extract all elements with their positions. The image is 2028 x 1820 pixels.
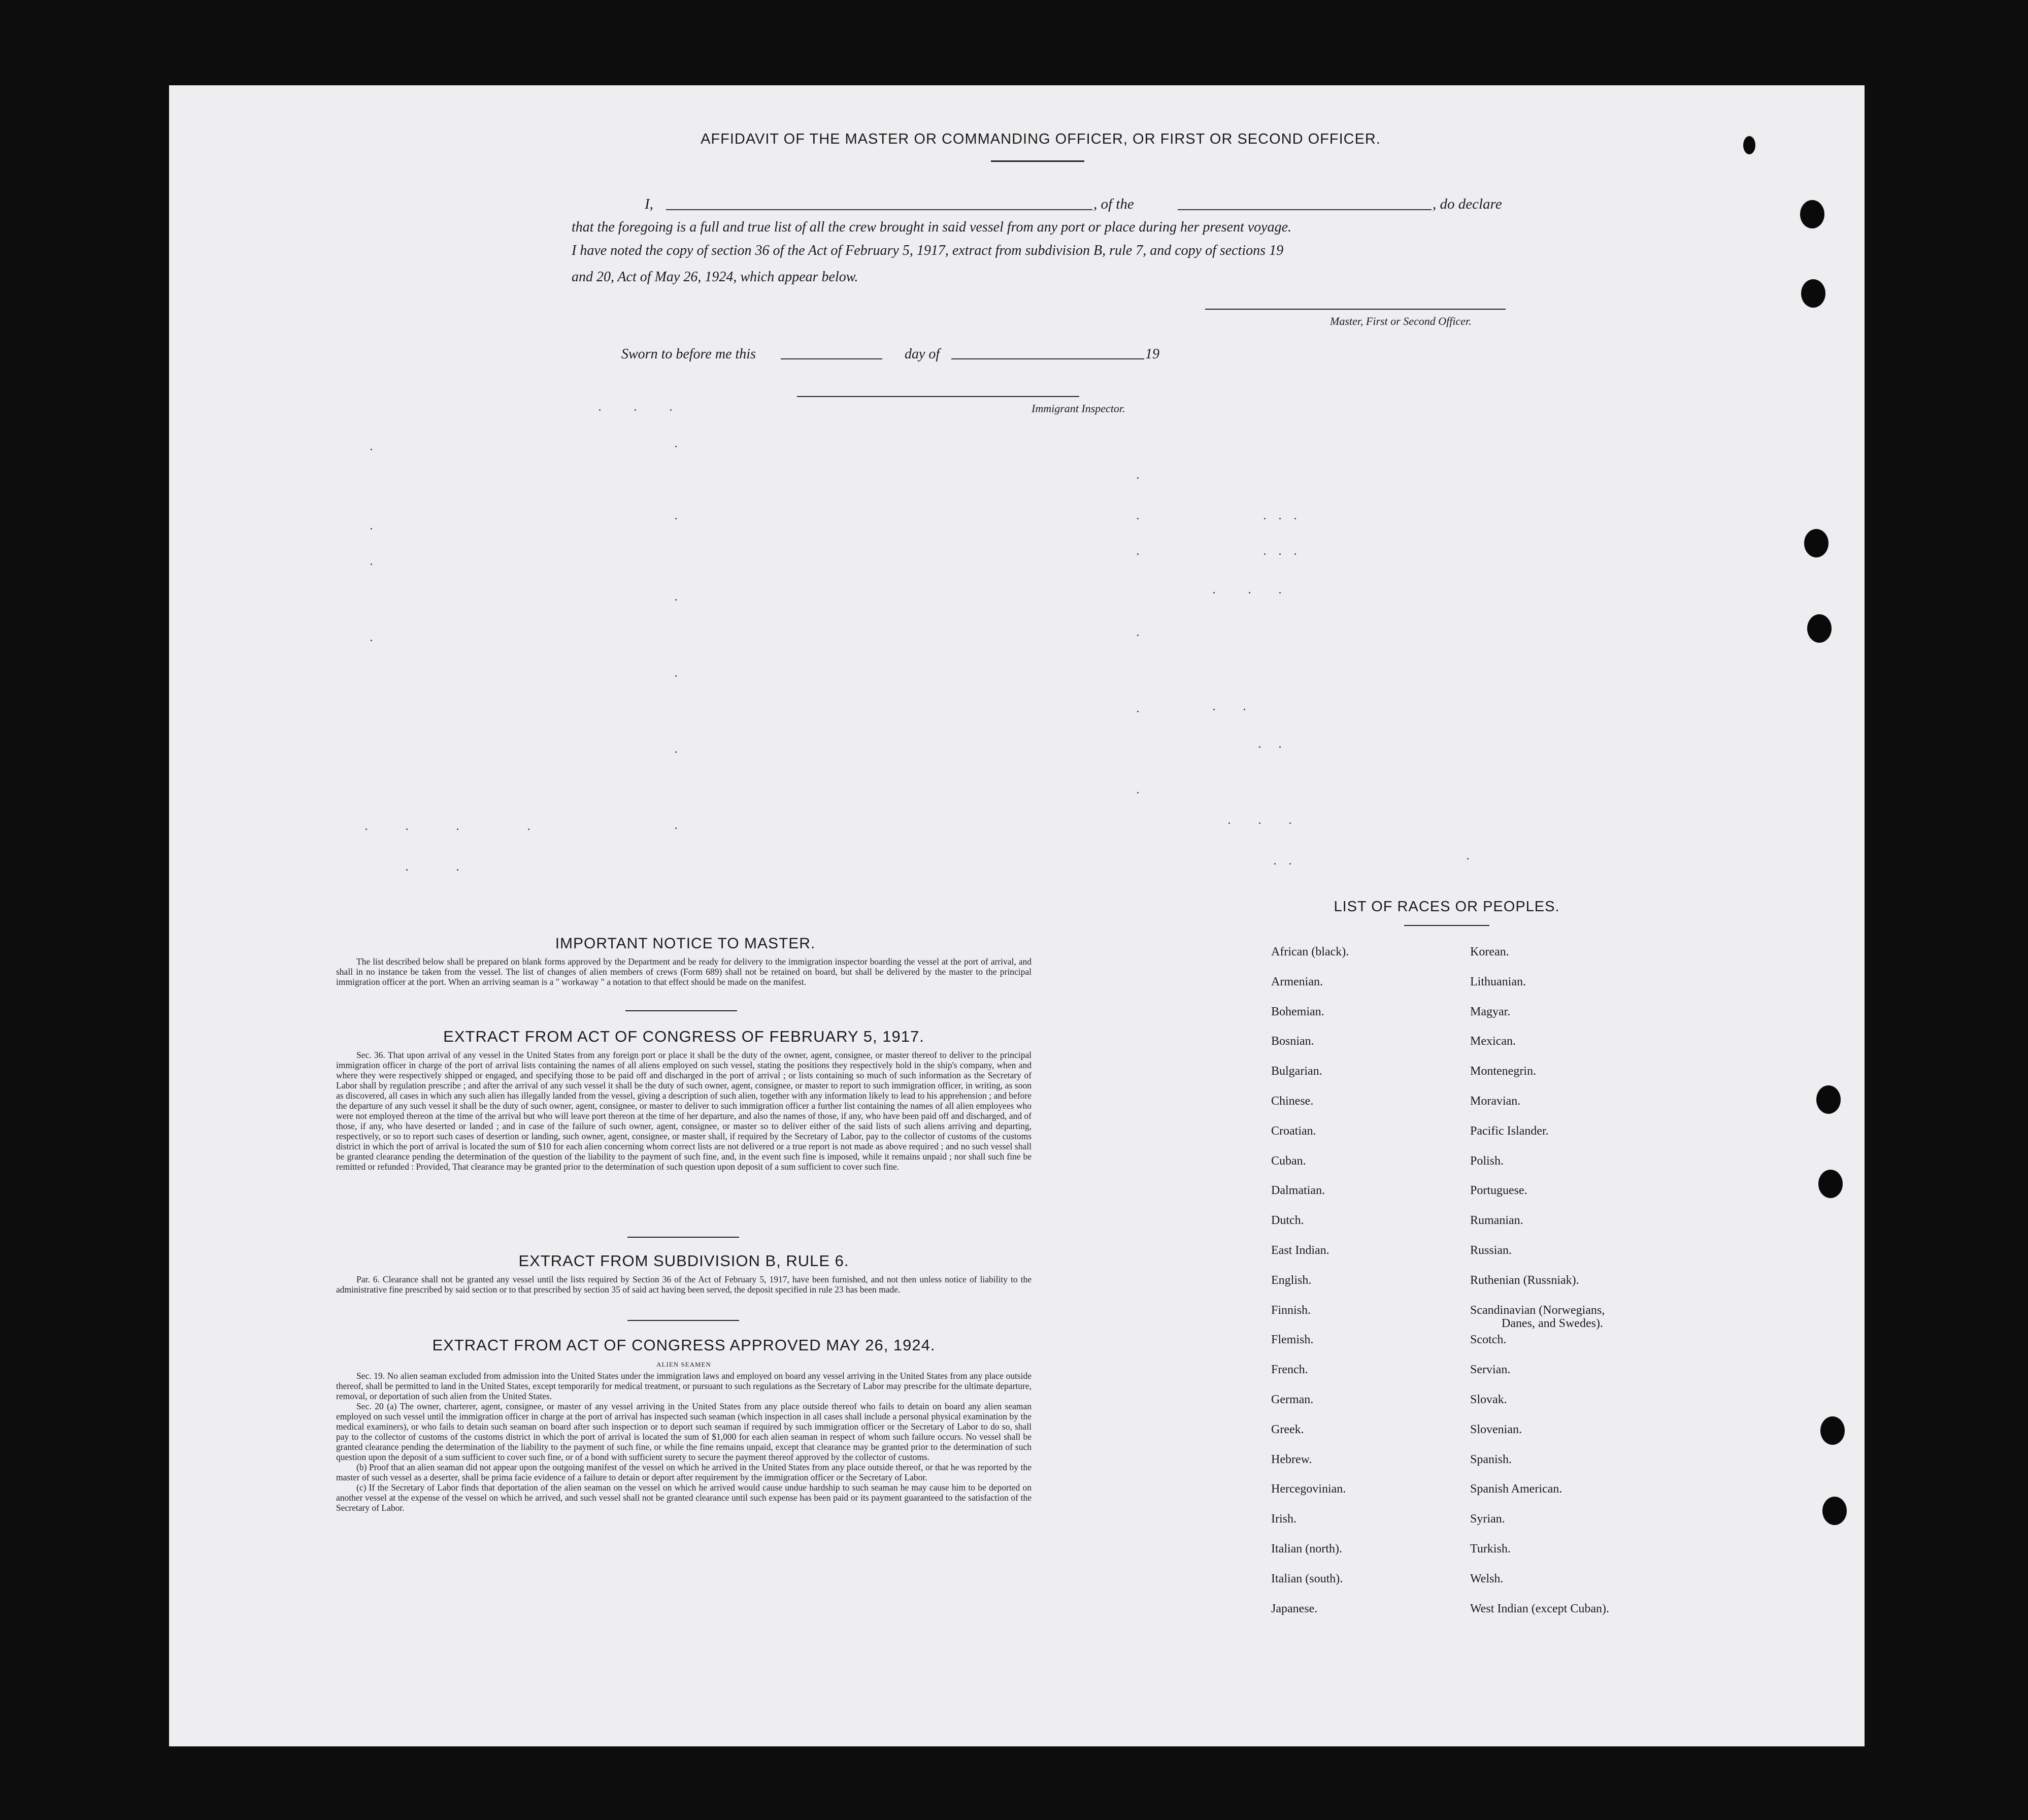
punch-hole — [1800, 200, 1824, 228]
extract-1917-text — [336, 1050, 1032, 1172]
race-item: East Indian. — [1271, 1244, 1329, 1257]
race-item: Bohemian. — [1271, 1005, 1324, 1018]
races-title-rule — [1404, 925, 1489, 926]
master-signature-line[interactable] — [1205, 309, 1506, 310]
extract-1917-title: EXTRACT FROM ACT OF CONGRESS OF FEBRUARY 5, 1917. — [443, 1028, 924, 1045]
race-item: Magyar. — [1470, 1005, 1511, 1018]
sworn-day-blank[interactable] — [781, 358, 882, 359]
punch-hole — [1822, 1497, 1847, 1525]
rule-6-title: EXTRACT FROM SUBDIVISION B, RULE 6. — [518, 1252, 849, 1270]
race-item: Korean. — [1470, 945, 1509, 958]
race-item: Lithuanian. — [1470, 975, 1526, 988]
race-item: Scandinavian (Norwegians, — [1470, 1303, 1605, 1317]
race-item: Italian (south). — [1271, 1572, 1343, 1585]
sworn-label: Sworn to before me this — [621, 346, 756, 362]
race-item: French. — [1271, 1363, 1308, 1377]
race-item: Montenegrin. — [1470, 1065, 1536, 1078]
rule-6-rule — [627, 1320, 739, 1321]
punch-hole — [1816, 1085, 1841, 1114]
extract-1924-text — [336, 1358, 1032, 1513]
affidavit-title-rule — [991, 160, 1084, 162]
punch-hole — [1801, 279, 1825, 308]
race-item: Croatian. — [1271, 1124, 1316, 1138]
race-item: Rumanian. — [1470, 1214, 1523, 1228]
inspector-signature-line[interactable] — [797, 396, 1079, 397]
affidavit-line-2: that the foregoing is a full and true list of all the crew brought in said vessel from any port or place during her present voyage. — [572, 219, 1292, 235]
race-item: Finnish. — [1271, 1303, 1311, 1317]
race-item: Dutch. — [1271, 1214, 1304, 1228]
alien-seamen-subtitle: ALIEN SEAMEN — [656, 1361, 711, 1368]
section-20b-paragraph: (b) Proof that an alien seaman did not appear upon the outgoing manifest of the vessel on which he arrived in the United States from any place outside thereof, or that he was reported by the master of such vessel as a deserter, shall be prima facie evidence of a failure to detain or deport after requirement by the immigration officer or the Secretary of Labor. — [336, 1462, 1032, 1482]
vessel-blank[interactable] — [1178, 209, 1432, 210]
punch-hole — [1807, 614, 1832, 643]
race-item: Slovenian. — [1470, 1422, 1522, 1436]
punch-hole — [1818, 1170, 1843, 1198]
year-label: 19 — [1145, 346, 1159, 362]
notice-rule — [625, 1010, 737, 1011]
race-item: Polish. — [1470, 1154, 1504, 1168]
race-item: Scotch. — [1470, 1333, 1507, 1347]
affidavit-line-3: I have noted the copy of section 36 of the Act of February 5, 1917, extract from subdivision B, rule 7, and copy of sections 19 — [572, 243, 1284, 258]
race-item: Danes, and Swedes). — [1502, 1316, 1603, 1330]
rule-6-text — [336, 1274, 1032, 1295]
race-item: Italian (north). — [1271, 1542, 1342, 1556]
notice-paragraph: The list described below shall be prepared on blank forms approved by the Department and be ready for delivery to the immigration inspector boarding the vessel at the port of arrival, and shall in no instance be taken from the vessel. The list of changes of alien members of crews (Form 689) shall not be retained on board, but shall be delivered by the master to the principal immigration officer at the port. When an arriving seaman is a " workaway " a notation to that effect should be made on the manifest. — [336, 956, 1032, 987]
race-item: Mexican. — [1470, 1035, 1516, 1048]
extract-1917-rule — [627, 1237, 739, 1238]
inspector-caption: Immigrant Inspector. — [1032, 402, 1125, 415]
sworn-month-blank[interactable] — [951, 358, 1144, 359]
section-20a-paragraph: Sec. 20 (a) The owner, charterer, agent, consignee, or master of any vessel arriving in the United States from any place outside thereof who fails to detain on board any alien seaman employed on such vessel until the immigration officer in charge at the port of arrival has inspected such seaman (which inspection in all cases shall include a personal physical examination by the medical examiners), or who fails to detain such seaman on board after such inspection or to deport such seaman if required by such immigration officer or the Secretary of Labor to do so, shall pay to the collector of customs of the customs district in which the port of arrival is located the sum of $1,000 for each alien seaman in respect of whom such failure occurs. No vessel shall be granted clearance pending the determination of the liability to the payment of such fine, or while the fine remains unpaid, except that clearance may be granted prior to the determination of such question upon the deposit of a sum sufficient to cover such fine, or of a bond with sufficient surety to secure the payment thereof approved by the collector of customs. — [336, 1401, 1032, 1462]
race-item: Bosnian. — [1271, 1035, 1314, 1048]
race-item: Armenian. — [1271, 975, 1323, 988]
race-item: Chinese. — [1271, 1095, 1314, 1108]
affidavit-line-1 — [645, 196, 1523, 214]
race-item: Hebrew. — [1271, 1452, 1312, 1466]
race-item: Hercegovinian. — [1271, 1482, 1346, 1496]
race-item: Portuguese. — [1470, 1184, 1527, 1198]
punch-hole — [1820, 1416, 1845, 1445]
race-item: West Indian (except Cuban). — [1470, 1602, 1609, 1615]
race-item: Welsh. — [1470, 1572, 1504, 1585]
affidavit-i-label: I, — [645, 196, 653, 212]
master-signature-caption: Master, First or Second Officer. — [1330, 315, 1472, 327]
race-item: Moravian. — [1470, 1095, 1521, 1108]
notice-title: IMPORTANT NOTICE TO MASTER. — [555, 935, 816, 952]
rule-6-paragraph: Par. 6. Clearance shall not be granted any vessel until the lists required by Section 36 of the Act of February 5, 1917, have been furnished, and not then unless notice of liability to the administrative fine prescribed by said section or to that prescribed by section 35 of said act having been served, the deposit specified in rule 23 has been made. — [336, 1274, 1032, 1295]
race-item: Bulgarian. — [1271, 1065, 1322, 1078]
race-item: Cuban. — [1271, 1154, 1306, 1168]
race-item: Greek. — [1271, 1422, 1304, 1436]
day-of-label: day of — [905, 346, 940, 362]
race-item: Spanish. — [1470, 1452, 1512, 1466]
race-item: German. — [1271, 1393, 1314, 1406]
punch-hole — [1804, 529, 1828, 557]
section-36-paragraph: Sec. 36. That upon arrival of any vessel in the United States from any foreign port or place it shall be the duty of the owner, agent, consignee, or master thereof to deliver to the principal immigration officer in charge of the port of arrival lists containing the names of all aliens employed on such vessel, stating the positions they respectively hold in the ship's company, when and where they were respectively shipped or engaged, and specifying those to be paid off and discharged in the port of arrival ; or lists containing so much of such information as the Secretary of Labor shall by regulation prescribe ; and after the arrival of any such vessel it shall be the duty of such owner, agent, consignee, or master to report to such immigration officer, in writing, as soon as discovered, all cases in which any such alien has illegally landed from the vessel, giving a description of such alien, together with any information likely to lead to his apprehension ; and before the departure of any such vessel it shall be the duty of such owner, agent, consignee, or master to deliver to such immigration officer a further list containing the names of all alien employees who were not employed thereon at the time of the arrival but who will leave port thereon at the time of her departure, and also the names of those, if any, who have been paid off and discharged, and of those, if any, who have deserted or landed ; and in case of the failure of such owner, agent, consignee, or master so to deliver either of the said lists of such aliens arriving and departing, respectively, or so to report such cases of desertion or landing, such owner, agent, consignee, or master shall, if required by the Secretary of Labor, pay to the collector of customs of the customs district in which the port of arrival is located the sum of $10 for each alien concerning whom correct lists are not delivered or a true report is not made as above required ; and no such vessel shall be granted clearance pending the determination of the question of the liability to the payment of such fine, and, in the event such fine is imposed, while it remains unpaid ; nor shall such fine be remitted or refunded : Provided, That clearance may be granted prior to the determination of such question upon deposit of a sum sufficient to cover such fine. — [336, 1050, 1032, 1172]
sworn-line — [621, 346, 1180, 365]
affidavit-of-the-label: , of the — [1093, 196, 1134, 212]
section-20c-paragraph: (c) If the Secretary of Labor finds that deportation of the alien seaman on the vessel on which he arrived would cause undue hardship to such seaman he may cause him to be deported on another vessel at the expense of the vessel on which he arrived, and such vessel shall not be granted clearance until such expense has been paid or its payment guaranteed to the satisfaction of the Secretary of Labor. — [336, 1482, 1032, 1513]
race-item: Dalmatian. — [1271, 1184, 1325, 1198]
race-item: Japanese. — [1271, 1602, 1318, 1615]
races-title: LIST OF RACES OR PEOPLES. — [1334, 899, 1560, 915]
race-item: Servian. — [1470, 1363, 1511, 1377]
race-item: Pacific Islander. — [1470, 1124, 1549, 1138]
affidavit-title: AFFIDAVIT OF THE MASTER OR COMMANDING OFFICER, OR FIRST OR SECOND OFFICER. — [701, 131, 1381, 147]
race-item: Flemish. — [1271, 1333, 1314, 1347]
race-item: Russian. — [1470, 1244, 1512, 1257]
race-item: Ruthenian (Russniak). — [1470, 1273, 1579, 1287]
name-blank[interactable] — [666, 209, 1092, 210]
race-item: Turkish. — [1470, 1542, 1511, 1556]
race-item: Spanish American. — [1470, 1482, 1562, 1496]
punch-hole — [1743, 136, 1755, 154]
race-item: African (black). — [1271, 945, 1349, 958]
race-item: Syrian. — [1470, 1512, 1505, 1526]
affidavit-line-4: and 20, Act of May 26, 1924, which appear below. — [572, 269, 858, 285]
race-item: Slovak. — [1470, 1393, 1507, 1406]
extract-1924-title: EXTRACT FROM ACT OF CONGRESS APPROVED MAY 26, 1924. — [432, 1336, 936, 1354]
race-item: English. — [1271, 1273, 1312, 1287]
notice-text — [336, 956, 1032, 987]
section-19-paragraph: Sec. 19. No alien seaman excluded from admission into the United States under the immigration laws and employed on board any vessel arriving in the United States from any place outside thereof, shall be permitted to land in the United States, except temporarily for medical treatment, or pursuant to such regulations as the Secretary of Labor may prescribe for the ultimate departure, removal, or deportation of such alien from the United States. — [336, 1371, 1032, 1401]
affidavit-declare-label: , do declare — [1433, 196, 1502, 212]
race-item: Irish. — [1271, 1512, 1296, 1526]
